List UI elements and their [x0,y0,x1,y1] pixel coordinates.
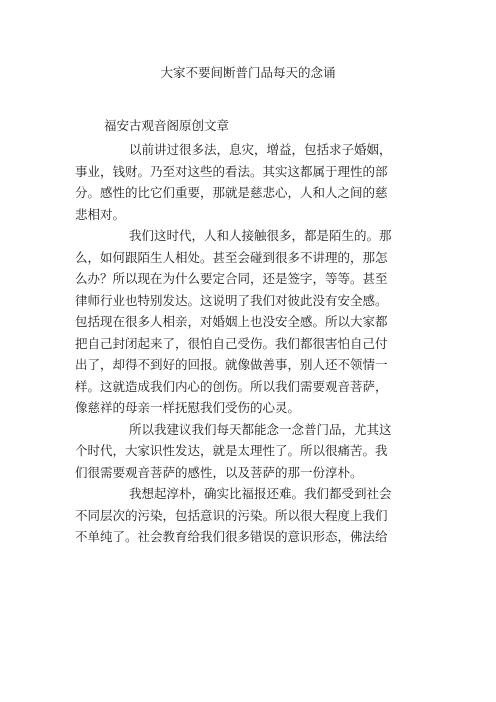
body-line: 我们这时代，人和人接触很多，都是陌生的。那 [129,228,392,243]
body-line: 个时代，大家识性发达，就是太理性了。所以很痛苦。我 [75,443,388,458]
body-line: 们很需要观音菩萨的感性，以及菩萨的那一份淳朴。 [75,464,363,480]
body-line: 像慈祥的母亲一样抚慰我们受伤的心灵。 [75,400,301,415]
body-line: 所以我建议我们每天都能念一念普门品，尤其这 [129,421,392,437]
body-line: 不单纯了。社会教育给我们很多错误的意识形态，佛法给 [75,529,388,544]
body-line: 么办？所以现在为什么要定合同，还是签字，等等。甚至 [75,271,388,286]
body-line: 不同层次的污染，包括意识的污染。所以很大程度上我们 [75,507,388,523]
body-line: 事业，钱财。乃至对这些的看法。其实这都属于理性的部 [75,163,388,179]
body-line: 悲相对。 [75,206,126,222]
body-line: 以前讲过很多法，息灾，增益，包括求子婚姻， [129,142,392,157]
document-title: 大家不要间断普门品每天的念诵 [160,65,336,80]
body-line: 出了，却得不到好的回报。就像做善事，别人还不领情一 [75,357,388,372]
body-line: 包括现在很多人相亲，对婚姻上也没安全感。所以大家都 [75,314,388,329]
body-line: 把自己封闭起来了，很怕自己受伤。我们都很害怕自己付 [75,335,388,351]
body-line: 律师行业也特别发达。这说明了我们对彼此没有安全感。 [75,292,388,308]
document-source: 福安古观音阁原创文章 [104,118,230,133]
body-line: 么，如何跟陌生人相处。甚至会碰到很多不讲理的，那怎 [75,249,388,265]
body-line: 分。感性的比它们重要，那就是慈悲心，人和人之间的慈 [75,185,388,200]
body-line: 我想起淳朴，确实比福报还难。我们都受到社会 [129,486,392,501]
body-line: 样。这就造成我们内心的创伤。所以我们需要观音菩萨， [75,378,388,394]
